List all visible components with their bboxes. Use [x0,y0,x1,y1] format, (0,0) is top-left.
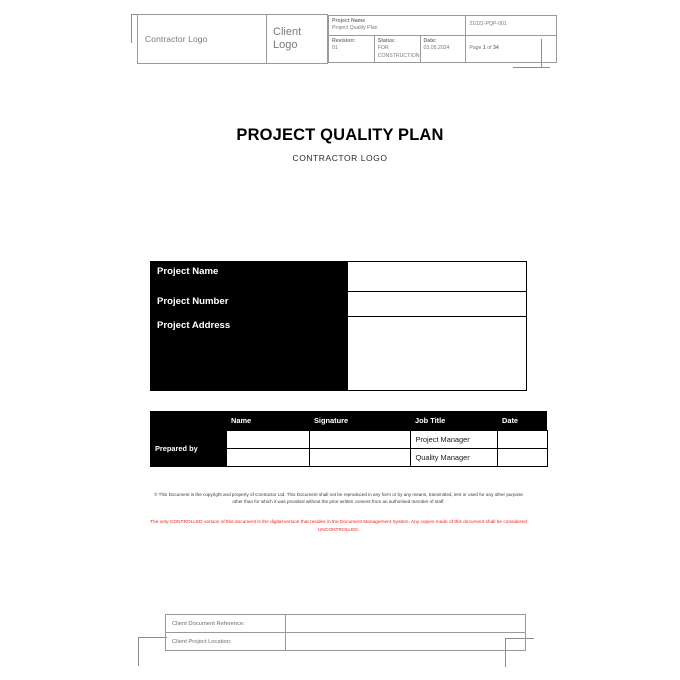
header-metadata-table [328,15,557,64]
status-label: Status: [377,37,396,44]
client-logo-line-2: Logo [273,38,298,51]
contractor-logo-cell [138,15,267,64]
controlled-document-notice: The only CONTROLLED version of this document is the digital version that resides in the Document Management System. Any copies made of this document shall be considered UNCONTROLLED. [150,520,527,533]
table-row [151,262,527,292]
prepared-by-row-2-date[interactable] [497,449,547,467]
prepared-by-row-2-job-title: Quality Manager [410,449,497,467]
prepared-by-row-1-job-title: Project Manager [410,431,497,449]
client-logo-cell [267,15,328,64]
page-current: 1 [482,45,486,52]
project-name-row-value[interactable] [348,262,527,292]
prepared-by-side-label: Prepared by [150,431,226,467]
page-title: PROJECT QUALITY PLAN [236,126,444,144]
column-header-job-title: Job Title [410,411,497,431]
client-logo-line-1: Client [273,26,302,39]
page-middle: of [485,45,493,52]
date-cell [420,35,466,63]
status-cell [374,35,420,63]
project-address-row-label: Project Address [151,317,348,391]
date-label: Date: [423,37,437,44]
prepared-by-row-2-signature[interactable] [309,449,410,467]
table-row [151,292,527,317]
page-prefix: Page [469,45,483,52]
project-name-header-cell [329,15,466,35]
revision-value: 01 [332,45,338,52]
copyright-notice: © This Document is the copyright and property of Contractor Ltd. This Document shall not be reproduced in any form or by any means, transmitted, lent or used for any other purpose other than for which it was provided without the prior written consent from an authorised member of staff. [154,492,523,505]
revision-cell [329,35,375,63]
header-metadata-cell [328,15,558,64]
prepared-by-row-2-name[interactable] [226,449,309,467]
client-reference-table [165,614,526,651]
column-header-signature: Signature [309,411,410,431]
prepared-by-row-1-date[interactable] [497,431,547,449]
page-total: 34 [492,45,499,52]
contractor-logo-text: Contractor Logo [145,33,208,44]
prepared-by-corner-cell [150,411,226,431]
status-value: FOR CONSTRUCTION [377,45,420,59]
client-document-reference-label: Client Document Reference: [166,615,286,633]
document-number-value: 21022-PQP-001 [469,21,507,28]
table-row [150,431,547,449]
client-project-location-label: Client Project Location: [166,633,286,651]
project-info-table [150,261,527,391]
project-name-label: Project Name [332,17,366,24]
column-header-name: Name [226,411,309,431]
prepared-by-row-1-signature[interactable] [309,431,410,449]
table-row [166,615,526,633]
table-row [166,633,526,651]
column-header-date: Date [497,411,547,431]
table-row [151,317,527,391]
document-number-cell [466,15,557,35]
client-document-reference-value[interactable] [286,615,526,633]
project-name-row-label: Project Name [151,262,348,292]
project-number-row-label: Project Number [151,292,348,317]
crop-mark-top-right-extension [541,67,550,68]
project-address-row-value[interactable] [348,317,527,391]
prepared-by-row-1-name[interactable] [226,431,309,449]
page-subtitle: CONTRACTOR LOGO [292,153,388,163]
project-number-row-value[interactable] [348,292,527,317]
crop-mark-bottom-left [138,637,167,666]
page-number-cell [466,35,557,63]
project-name-value: Project Quality Plan [332,25,378,32]
client-project-location-value[interactable] [286,633,526,651]
date-value: 03.05.2024 [423,45,450,52]
table-header-row [150,411,547,431]
document-header-table [137,14,557,64]
revision-label: Revision: [332,37,356,44]
prepared-by-table [150,411,548,467]
